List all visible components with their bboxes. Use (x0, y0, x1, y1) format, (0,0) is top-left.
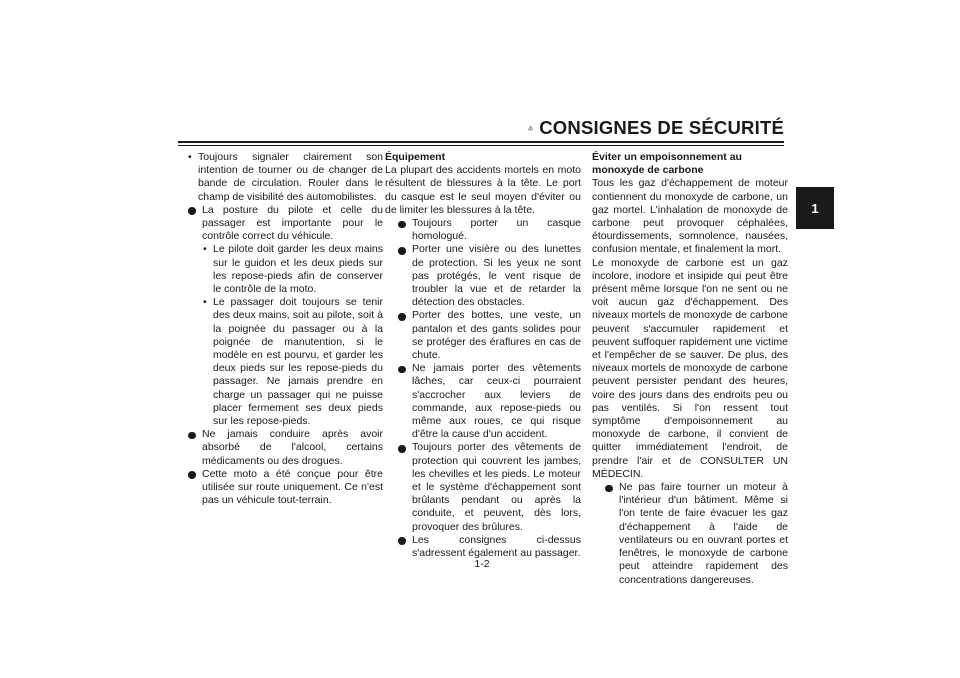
page-number: 1-2 (474, 558, 490, 570)
page-header (528, 116, 784, 140)
section-heading: Équipement (385, 151, 446, 163)
bullet-dot-icon (398, 537, 406, 545)
bullet-dot-icon (188, 432, 196, 440)
header-rule (178, 141, 784, 143)
bullet-dot-icon (605, 485, 613, 493)
list-item: Ne jamais porter des vêtements lâches, car ceux-ci pourraient s'accrocher aux leviers de commande, aux repose-pieds ou même aux roues, ce qui risque d'être la cause d'un accident. (385, 362, 581, 441)
column-3 (592, 151, 788, 587)
section-paragraph: Le monoxyde de carbone est un gaz incolore, inodore et insipide qui peut être présent même lorsque l'on ne sent ou ne voit aucun gaz d'échappement. Des niveaux mortels de monoxyde de carbone peuvent s'accumuler rapidement et peuvent suffoquer rapidement une victime et l'empêcher de se sauver. De plus, des niveaux mortels de monoxyde de carbone peuvent persister pendant des heures, voire des jours dans des endroits peu ou pas ventilés. Si l'on ressent tout symptôme d'empoisonnement au monoxyde de carbone, il convient de quitter immédiatement l'endroit, de prendre l'air et de CONSULTER UN MÉDECIN. (592, 256, 788, 480)
section-heading: Éviter un empoisonnement au monoxyde de carbone (592, 151, 742, 177)
section-paragraph: Tous les gaz d'échappement de moteur contiennent du monoxyde de carbone, un gaz mortel. L'inhalation de monoxyde de carbone peut provoquer céphalées, étourdissements, somnolence, nausées, confusion mentale, et finalement la mort. (592, 177, 788, 256)
warning-triangle-icon (528, 119, 533, 137)
column-2 (385, 151, 581, 560)
list-item: Ne jamais conduire après avoir absorbé de l'alcool, certains médicaments ou des drogues. (187, 428, 383, 468)
section-intro: La plupart des accidents mortels en moto résultent de blessures à la tête. Le port du casque est le seul moyen d'éviter ou de limiter les blessures à la tête. (385, 164, 581, 216)
list-item: Ne pas faire tourner un moteur à l'intérieur d'un bâtiment. Même si l'on tente de faire évacuer les gaz d'échappement à l'aide de ventilateurs ou en ouvrant portes et fenêtres, le monoxyde de carbone peut atteindre rapidement des concentrations dangereuses. (592, 481, 788, 587)
header-rule-thin (178, 145, 784, 146)
list-item: • Toujours signaler clairement son intention de tourner ou de changer de bande de circulation. Rouler dans le champ de visibilité des automobilistes. (188, 151, 383, 203)
bullet-dot-icon (188, 471, 196, 479)
bullet-marker: • (203, 243, 207, 256)
chapter-tab: 1 (796, 187, 834, 229)
list-item: Porter des bottes, une veste, un pantalon et des gants solides pour se protéger des éraflures en cas de chute. (385, 309, 581, 362)
bullet-dot-icon (398, 366, 406, 374)
bullet-dot-icon (398, 313, 406, 321)
list-item: Toujours porter un casque homologué. (385, 217, 581, 243)
list-item: Les consignes ci-dessus s'adressent également au passager. (385, 534, 581, 560)
bullet-dot-icon (398, 445, 406, 453)
list-item: La posture du pilote et celle du passager est importante pour le contrôle correct du véhicule. (187, 204, 383, 244)
bullet-dot-icon (398, 221, 406, 229)
column-1 (187, 151, 383, 507)
list-item: Porter une visière ou des lunettes de protection. Si les yeux ne sont pas protégés, le vent risque de troubler la vue et de retarder la détection des obstacles. (385, 243, 581, 309)
bullet-dot-icon (398, 247, 406, 255)
list-item: Toujours porter des vêtements de protection qui couvrent les jambes, les chevilles et les pieds. Le moteur et le système d'échappement sont brûlants pendant ou après la conduite, et peuvent, dès lors, provoquer des brûlures. (385, 441, 581, 533)
list-item: Cette moto a été conçue pour être utilisée sur route uniquement. Ce n'est pas un véhicule tout-terrain. (187, 468, 383, 508)
page-title: CONSIGNES DE SÉCURITÉ (539, 117, 784, 138)
bullet-dot-icon (188, 207, 196, 215)
bullet-marker: • (203, 296, 207, 309)
list-item: • Le pilote doit garder les deux mains sur le guidon et les deux pieds sur les repose-pieds afin de conserver le contrôle de la moto. (203, 243, 383, 296)
list-item: • Le passager doit toujours se tenir des deux mains, soit au pilote, soit à la poignée du passager ou à la poignée de manutention, si le modèle en est pourvu, et garder les deux pieds sur les repose-pieds du passager. Ne jamais prendre en charge un passager qui ne puisse placer fermement ses deux pieds sur les repose-pieds. (203, 296, 383, 428)
bullet-marker: • (188, 151, 192, 163)
